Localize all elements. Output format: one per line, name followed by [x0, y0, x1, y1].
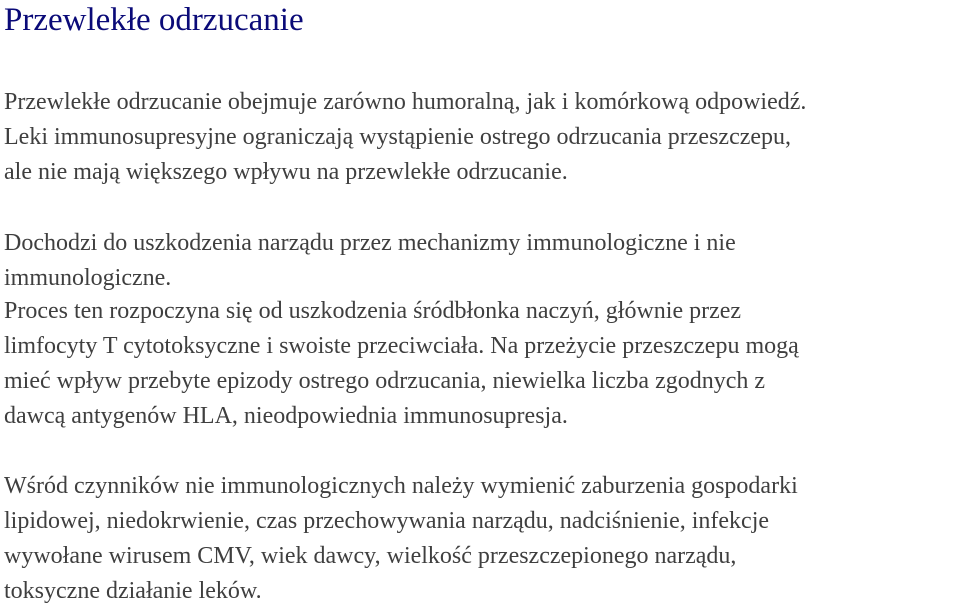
- text-line: lipidowej, niedokrwienie, czas przechowywania narządu, nadciśnienie, infekcje: [4, 508, 770, 534]
- paragraph-non-immunological-factors: [4, 469, 798, 609]
- text-line: Przewlekłe odrzucanie obejmuje zarówno humoralną, jak i komórkową odpowiedź.: [4, 89, 807, 115]
- paragraph-chronic-rejection-overview: [4, 85, 806, 190]
- text-line: Dochodzi do uszkodzenia narządu przez mechanizmy immunologiczne i nie: [4, 230, 736, 256]
- paragraph-organ-damage-mechanisms: [4, 226, 736, 296]
- text-line: ale nie mają większego wpływu na przewlekłe odrzucanie.: [4, 159, 568, 185]
- text-line: Leki immunosupresyjne ograniczają wystąpienie ostrego odrzucania przeszczepu,: [4, 124, 792, 150]
- text-line: limfocyty T cytotoksyczne i swoiste przeciwciała. Na przeżycie przeszczepu mogą: [4, 333, 799, 359]
- text-line: wywołane wirusem CMV, wiek dawcy, wielkość przeszczepionego narządu,: [4, 543, 737, 569]
- text-line: Wśród czynników nie immunologicznych należy wymienić zaburzenia gospodarki: [4, 473, 798, 499]
- text-line: toksyczne działanie leków.: [4, 578, 262, 604]
- paragraph-endothelial-damage: [4, 294, 799, 434]
- text-line: dawcą antygenów HLA, nieodpowiednia immunosupresja.: [4, 403, 568, 429]
- text-line: immunologiczne.: [4, 265, 172, 291]
- text-line: mieć wpływ przebyte epizody ostrego odrzucania, niewielka liczba zgodnych z: [4, 368, 766, 394]
- text-line: Proces ten rozpoczyna się od uszkodzenia śródbłonka naczyń, głównie przez: [4, 298, 742, 324]
- slide-title: Przewlekłe odrzucanie: [4, 2, 304, 38]
